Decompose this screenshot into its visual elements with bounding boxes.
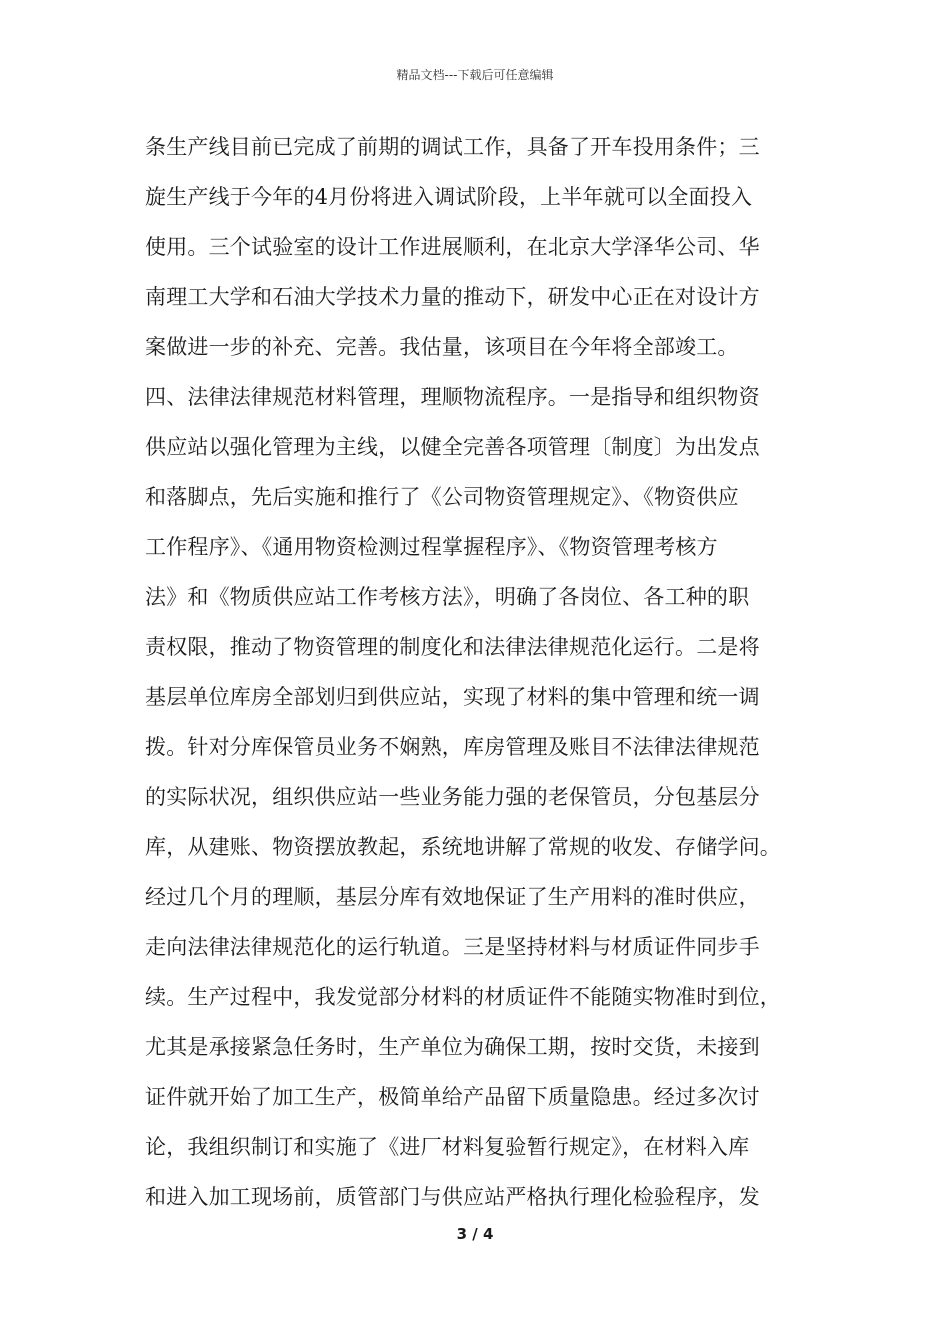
- text-line: 尤其是承接紧急任务时，生产单位为确保工期，按时交货，未接到: [145, 1035, 760, 1059]
- text-line: 案做进一步的补充、完善。我估量，该项目在今年将全部竣工。: [145, 335, 739, 359]
- text-line: 和落脚点，先后实施和推行了《公司物资管理规定》、《物资供应: [145, 485, 739, 509]
- text-line: 使用。三个试验室的设计工作进展顺利，在北京大学泽华公司、华: [145, 235, 760, 259]
- text-line: 法》和《物质供应站工作考核方法》，明确了各岗位、各工种的职: [145, 585, 750, 609]
- text-line: 南理工大学和石油大学技术力量的推动下，研发中心正在对设计方: [145, 285, 760, 309]
- text-line: 拨。针对分库保管员业务不娴熟，库房管理及账目不法律法律规范: [145, 735, 760, 759]
- text-line: 证件就开始了加工生产，极简单给产品留下质量隐患。经过多次讨: [145, 1085, 760, 1109]
- text-line: 的实际状况，组织供应站一些业务能力强的老保管员，分包基层分: [145, 785, 760, 809]
- text-line: 续。生产过程中，我发觉部分材料的材质证件不能随实物准时到位，: [145, 985, 781, 1009]
- text-line: 旋生产线于今年的4月份将进入调试阶段，上半年就可以全面投入: [145, 185, 753, 209]
- page-header: 精品文档---下载后可任意编辑: [396, 68, 554, 82]
- text-line: 走向法律法律规范化的运行轨道。三是坚持材料与材质证件同步手: [145, 935, 760, 959]
- text-line: 论，我组织制订和实施了《进厂材料复验暂行规定》，在材料入库: [145, 1135, 750, 1159]
- document-body: [145, 122, 835, 1222]
- text-line: 基层单位库房全部划归到供应站，实现了材料的集中管理和统一调: [145, 685, 760, 709]
- page-number: 3 / 4: [456, 1225, 494, 1243]
- text-line: 供应站以强化管理为主线，以健全完善各项管理〔制度〕为出发点: [145, 435, 760, 459]
- text-line: 四、法律法律规范材料管理，理顺物流程序。一是指导和组织物资: [145, 385, 760, 409]
- text-line: 库，从建账、物资摆放教起，系统地讲解了常规的收发、存储学问。: [145, 835, 781, 859]
- text-line: 责权限，推动了物资管理的制度化和法律法律规范化运行。二是将: [145, 635, 760, 659]
- text-line: 和进入加工现场前，质管部门与供应站严格执行理化检验程序，发: [145, 1185, 760, 1209]
- text-line: 工作程序》、《通用物资检测过程掌握程序》、《物资管理考核方: [145, 535, 718, 559]
- text-line: 经过几个月的理顺，基层分库有效地保证了生产用料的准时供应，: [145, 885, 760, 909]
- text-line: 条生产线目前已完成了前期的调试工作，具备了开车投用条件；三: [145, 135, 760, 159]
